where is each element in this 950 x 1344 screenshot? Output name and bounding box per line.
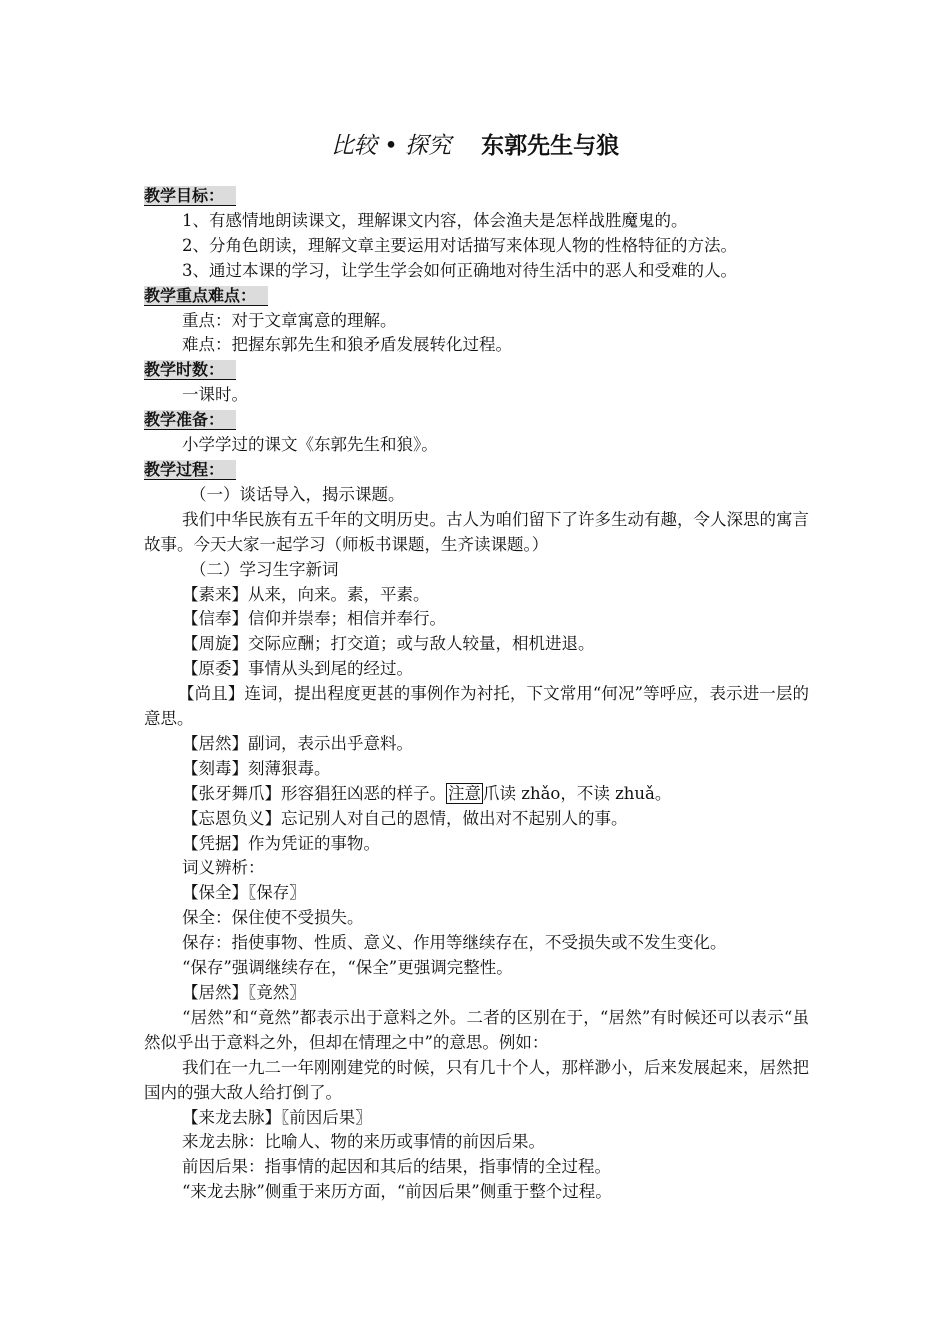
vocab-item: 【刻毒】刻薄狠毒。 <box>182 758 331 778</box>
document-title <box>0 128 950 164</box>
vocab-item-zhangya: 【张牙舞爪】形容猖狂凶恶的样子。 注意 爪读 zhǎo，不读 zhuǎ。 <box>182 783 672 803</box>
key-point-item: 重点：对于文章寓意的理解。 <box>182 310 397 330</box>
prep-text: 小学学过的课文《东郭先生和狼》。 <box>182 435 438 455</box>
vocab-item-shangqie: 【尚且】连词，提出程度更甚的事例作为衬托，下文常用“何况”等呼应，表示进一层的意思。 <box>144 684 809 729</box>
vocab-item: “保存”强调继续存在，“保全”更强调完整性。 <box>182 958 513 978</box>
document-body <box>144 184 809 1205</box>
heading-goals: 教学目标： <box>144 184 809 209</box>
example-text: 我们在一九二一年刚刚建党的时候，只有几十个人，那样渺小，后来发展起来，居然把国内的强大敌人给打倒了。 <box>144 1057 809 1102</box>
vocab-item: 【周旋】交际应酬；打交道；或与敌人较量，相机进退。 <box>182 634 595 654</box>
title-lead: 比较 • 探究 <box>330 133 452 159</box>
heading-prep: 教学准备： <box>144 408 809 433</box>
vocab-item: 来龙去脉：比喻人、物的来历或事情的前因后果。 <box>182 1132 545 1152</box>
vocab-item: 【居然】副词，表示出乎意料。 <box>182 733 413 753</box>
vocab-item: 【凭据】作为凭证的事物。 <box>182 833 380 853</box>
heading-hours: 教学时数： <box>144 358 809 383</box>
note-box: 注意 <box>448 783 481 803</box>
vocab-item: 【忘恩负义】忘记别人对自己的恩情，做出对不起别人的事。 <box>182 808 628 828</box>
vocab-item: 【信奉】信仰并崇奉；相信并奉行。 <box>182 609 446 629</box>
goal-item: 2、分角色朗读，理解文章主要运用对话描写来体现人物的性格特征的方法。 <box>182 235 737 255</box>
goal-item: 3、通过本课的学习，让学生学会如何正确地对待生活中的恶人和受难的人。 <box>182 260 737 280</box>
word-distinction-label: 词义辨析： <box>182 858 265 878</box>
vocab-item: 【来龙去脉】〖前因后果〗 <box>182 1107 372 1127</box>
vocab-item: 保存：指使事物、性质、意义、作用等继续存在，不受损失或不发生变化。 <box>182 933 727 953</box>
vocab-item: “来龙去脉”侧重于来历方面，“前因后果”侧重于整个过程。 <box>182 1182 612 1202</box>
title-main: 东郭先生与狼 <box>481 133 620 159</box>
vocab-item: 【保全】〖保存〗 <box>182 883 306 903</box>
vocab-item: 保全：保住使不受损失。 <box>182 908 364 928</box>
heading-key-points: 教学重点难点： <box>144 284 809 309</box>
intro-text: 我们中华民族有五千年的文明历史。古人为咱们留下了许多生动有趣，令人深思的寓言故事。今天大家一起学习（师板书课题，生齐读课题。） <box>144 509 809 554</box>
vocab-item: 【素来】从来，向来。素，平素。 <box>182 584 430 604</box>
vocab-item: 【居然】〖竟然〗 <box>182 983 306 1002</box>
vocab-title: （二）学习生字新词 <box>190 559 339 579</box>
vocab-item: 前因后果：指事情的起因和其后的结果，指事情的全过程。 <box>182 1157 611 1177</box>
heading-process: 教学过程： <box>144 458 809 483</box>
goal-item: 1、有感情地朗读课文，理解课文内容，体会渔夫是怎样战胜魔鬼的。 <box>182 210 688 230</box>
intro-title: （一）谈话导入，揭示课题。 <box>190 484 405 504</box>
hours-text: 一课时。 <box>182 385 248 405</box>
juran-text: “居然”和“竟然”都表示出于意料之外。二者的区别在于，“居然”有时候还可以表示“虽然似乎出于意料之外，但却在情理之中”的意思。例如： <box>144 1007 809 1052</box>
vocab-item: 【原委】事情从头到尾的经过。 <box>182 659 413 679</box>
key-point-item: 难点：把握东郭先生和狼矛盾发展转化过程。 <box>182 335 512 355</box>
